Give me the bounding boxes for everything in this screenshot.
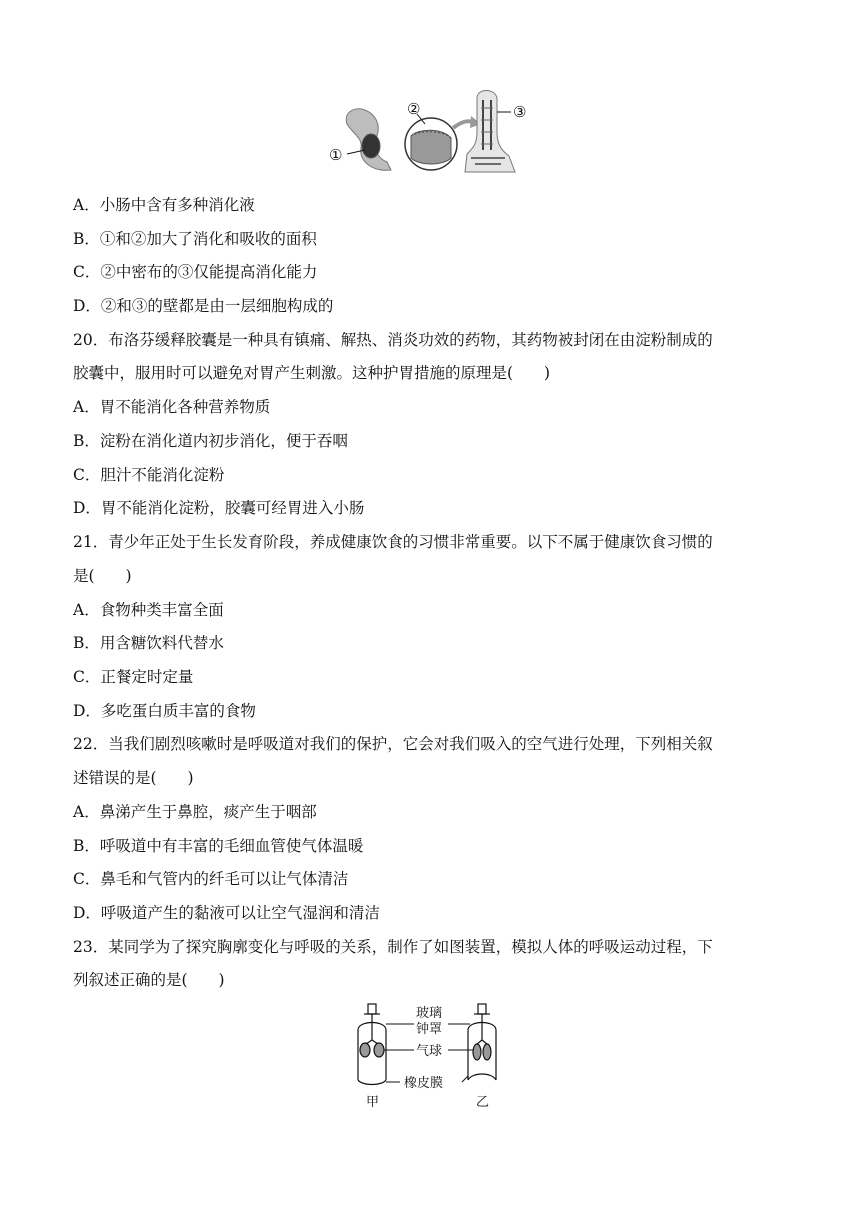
q21-option-b: B．用含糖饮料代替水 xyxy=(73,634,224,652)
q19-option-b: B．①和②加大了消化和吸收的面积 xyxy=(73,230,317,248)
label-yi: 乙 xyxy=(476,1095,490,1110)
q20-stem-line2: 胶囊中，服用时可以避免对胃产生刺激。这种护胃措施的原理是( ) xyxy=(73,364,551,382)
q22-stem-line2: 述错误的是( ) xyxy=(73,769,194,787)
q23-stem-line2: 列叙述正确的是( ) xyxy=(73,971,225,989)
q19-option-c: C．②中密布的③仅能提高消化能力 xyxy=(73,263,318,281)
bell-jar-jia xyxy=(358,1004,386,1085)
q22-option-d: D．呼吸道产生的黏液可以让空气湿润和清洁 xyxy=(73,904,380,922)
label-1: ① xyxy=(329,146,343,164)
q19-option-d: D．②和③的壁都是由一层细胞构成的 xyxy=(73,297,334,315)
q21-stem-line1: 21．青少年正处于生长发育阶段，养成健康饮食的习惯非常重要。以下不属于健康饮食习惯的 xyxy=(73,533,713,551)
label-2: ② xyxy=(407,100,421,118)
q22-stem-line1: 22．当我们剧烈咳嗽时是呼吸道对我们的保护，它会对我们吸入的空气进行处理，下列相关叙 xyxy=(73,735,713,753)
q19-option-a: A．小肠中含有多种消化液 xyxy=(73,196,255,214)
q20-option-a: A．胃不能消化各种营养物质 xyxy=(73,398,271,416)
label-membrane: 橡皮膜 xyxy=(404,1076,444,1091)
q21-option-c: C．正餐定时定量 xyxy=(73,668,194,686)
q21-option-a: A．食物种类丰富全面 xyxy=(73,601,224,619)
bell-jar-figure xyxy=(352,1000,508,1112)
q20-stem-line1: 20．布洛芬缓释胶囊是一种具有镇痛、解热、消炎功效的药物，其药物被封闭在由淀粉制成的 xyxy=(73,331,713,349)
q20-option-b: B．淀粉在消化道内初步消化，便于吞咽 xyxy=(73,432,348,450)
small-intestine-figure xyxy=(325,84,535,176)
label-3: ③ xyxy=(513,103,527,121)
label-bell: 钟罩 xyxy=(416,1022,443,1037)
q20-option-d: D．胃不能消化淀粉，胶囊可经胃进入小肠 xyxy=(73,499,365,517)
label-balloon: 气球 xyxy=(416,1044,443,1059)
bell-jar-yi xyxy=(468,1004,496,1080)
label-jia: 甲 xyxy=(366,1095,380,1110)
q22-option-b: B．呼吸道中有丰富的毛细血管使气体温暖 xyxy=(73,837,364,855)
q21-stem-line2: 是( ) xyxy=(73,567,132,585)
q22-option-c: C．鼻毛和气管内的纤毛可以让气体清洁 xyxy=(73,870,349,888)
q22-option-a: A．鼻涕产生于鼻腔，痰产生于咽部 xyxy=(73,803,317,821)
q23-stem-line1: 23．某同学为了探究胸廓变化与呼吸的关系，制作了如图装置，模拟人体的呼吸运动过程，下 xyxy=(73,938,713,956)
q21-option-d: D．多吃蛋白质丰富的食物 xyxy=(73,702,256,720)
q20-option-c: C．胆汁不能消化淀粉 xyxy=(73,466,225,484)
label-glass: 玻璃 xyxy=(416,1006,443,1021)
